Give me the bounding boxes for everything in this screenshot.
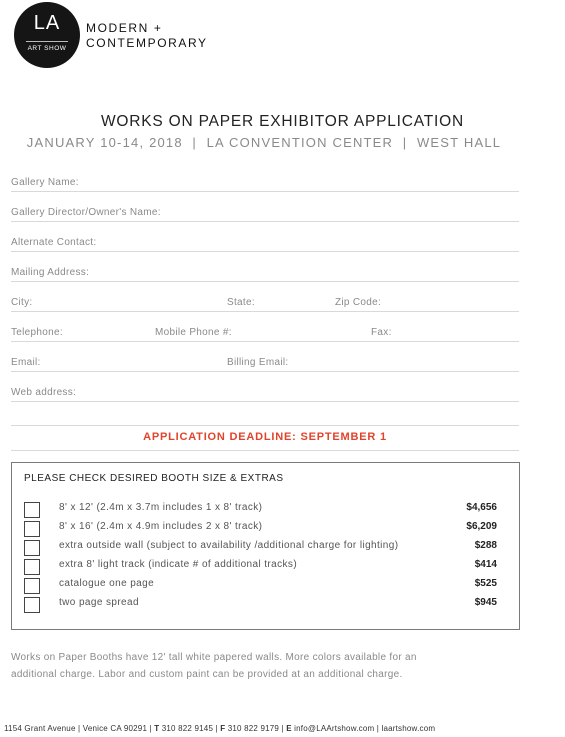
booth-option-label: 8' x 12' (2.4m x 3.7m includes 1 x 8' track) xyxy=(59,502,263,513)
brand-tagline xyxy=(86,21,208,51)
booth-option-price: $945 xyxy=(474,597,497,608)
booth-options-box xyxy=(11,462,520,630)
booth-option-price: $288 xyxy=(474,540,497,551)
footer-email-website: info@LAArtshow.com | laartshow.com xyxy=(291,724,436,733)
booth-option-checkbox[interactable] xyxy=(24,521,40,537)
footer-telephone-key: T xyxy=(154,724,160,733)
booth-option xyxy=(12,538,519,557)
booth-option-label: extra outside wall (subject to availability /additional charge for lighting) xyxy=(59,540,399,551)
booth-option-price: $414 xyxy=(474,559,497,570)
booth-option-checkbox[interactable] xyxy=(24,540,40,556)
gallery-name-field[interactable] xyxy=(11,171,519,192)
footer-telephone: 310 822 9145 | xyxy=(159,724,221,733)
booth-note-line-2: additional charge. Labor and custom paint can be provided at an additional charge. xyxy=(11,669,403,680)
billing-email-label: Billing Email: xyxy=(227,357,289,368)
brand-line-2: CONTEMPORARY xyxy=(86,36,208,50)
city-label: City: xyxy=(11,297,33,308)
booth-option-price: $4,656 xyxy=(466,502,497,513)
logo-divider xyxy=(26,41,68,42)
booth-option-label: extra 8' light track (indicate # of additional tracks) xyxy=(59,559,298,570)
booth-option-checkbox[interactable] xyxy=(24,597,40,613)
booth-option xyxy=(12,557,519,576)
footer-email-key: E xyxy=(286,724,292,733)
brand-line-1: MODERN + xyxy=(86,21,163,35)
booth-note-line-1: Works on Paper Booths have 12' tall white papered walls. More colors available for an xyxy=(11,652,417,663)
booth-option xyxy=(12,595,519,614)
footer-address: 1154 Grant Avenue | Venice CA 90291 | xyxy=(4,724,155,733)
mailing-address-label: Mailing Address: xyxy=(11,267,90,278)
alternate-contact-label: Alternate Contact: xyxy=(11,237,97,248)
logo-mark: LA xyxy=(33,12,61,34)
footer-fax-key: F xyxy=(220,724,226,733)
email-row[interactable] xyxy=(11,351,519,372)
booth-option-price: $525 xyxy=(474,578,497,589)
page-title: WORKS ON PAPER EXHIBITOR APPLICATION xyxy=(101,113,464,130)
footer-contact xyxy=(4,724,435,733)
booth-option xyxy=(12,500,519,519)
state-label: State: xyxy=(227,297,255,308)
booth-option-checkbox[interactable] xyxy=(24,502,40,518)
footer-fax: 310 822 9179 | xyxy=(225,724,287,733)
gallery-name-label: Gallery Name: xyxy=(11,177,79,188)
mailing-address-field[interactable] xyxy=(11,261,519,282)
logo-subtext: ART SHOW xyxy=(27,45,67,52)
telephone-label: Telephone: xyxy=(11,327,63,338)
booth-option xyxy=(12,576,519,595)
mobile-phone-label: Mobile Phone #: xyxy=(155,327,232,338)
web-address-label: Web address: xyxy=(11,387,77,398)
booth-option-label: two page spread xyxy=(59,597,139,608)
email-label: Email: xyxy=(11,357,41,368)
la-art-show-logo xyxy=(14,2,80,68)
zip-code-label: Zip Code: xyxy=(335,297,382,308)
booth-options-heading: PLEASE CHECK DESIRED BOOTH SIZE & EXTRAS xyxy=(24,473,284,484)
booth-option-label: 8' x 16' (2.4m x 4.9m includes 2 x 8' track) xyxy=(59,521,263,532)
alternate-contact-field[interactable] xyxy=(11,231,519,252)
booth-option-label: catalogue one page xyxy=(59,578,155,589)
application-deadline: APPLICATION DEADLINE: SEPTEMBER 1 xyxy=(11,425,519,451)
web-address-field[interactable] xyxy=(11,381,519,402)
director-name-field[interactable] xyxy=(11,201,519,222)
booth-note xyxy=(11,649,511,683)
booth-option-price: $6,209 xyxy=(466,521,497,532)
phone-row[interactable] xyxy=(11,321,519,342)
city-state-zip-row[interactable] xyxy=(11,291,519,312)
director-name-label: Gallery Director/Owner's Name: xyxy=(11,207,161,218)
page-subtitle: JANUARY 10-14, 2018 | LA CONVENTION CENTER | WEST HALL xyxy=(26,135,502,150)
booth-option-checkbox[interactable] xyxy=(24,559,40,575)
fax-label: Fax: xyxy=(371,327,392,338)
booth-option xyxy=(12,519,519,538)
booth-option-checkbox[interactable] xyxy=(24,578,40,594)
